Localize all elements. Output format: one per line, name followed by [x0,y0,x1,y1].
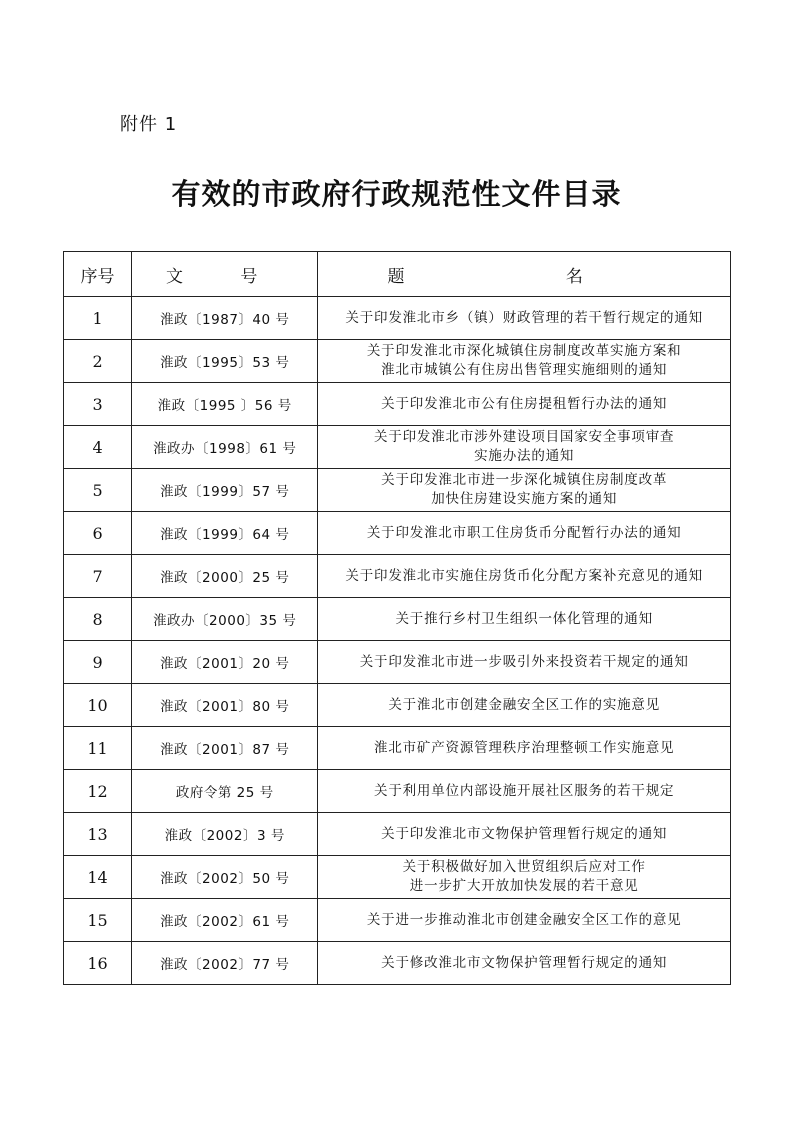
serial-number-cell: 16 [64,942,132,985]
title-line: 淮北市矿产资源管理秩序治理整顿工作实施意见 [374,739,675,756]
table-row [64,770,731,813]
serial-number-cell: 11 [64,727,132,770]
document-title-cell [318,340,731,383]
serial-number-cell: 3 [64,383,132,426]
document-number-cell: 淮政〔1995 〕56 号 [132,383,318,426]
table-row [64,340,731,383]
title-line: 进一步扩大开放加快发展的若干意见 [409,878,639,894]
table-row [64,727,731,770]
document-title-cell [318,469,731,512]
title-line: 关于积极做好加入世贸组织后应对工作 [402,859,646,875]
title-line: 关于印发淮北市实施住房货币化分配方案补充意见的通知 [345,567,703,584]
document-title-cell [318,770,731,813]
document-title-cell [318,598,731,641]
document-title-cell [318,297,731,340]
table-row [64,555,731,598]
document-number-cell: 淮政〔2002〕3 号 [132,813,318,856]
document-title-cell [318,899,731,942]
title-line: 关于淮北市创建金融安全区工作的实施意见 [388,696,661,713]
title-line: 关于印发淮北市涉外建设项目国家安全事项审查 [374,429,675,445]
serial-number-cell: 14 [64,856,132,899]
title-line: 关于印发淮北市公有住房提租暂行办法的通知 [381,395,668,412]
title-line: 加快住房建设实施方案的通知 [431,491,618,507]
document-number-cell: 淮政〔1995〕53 号 [132,340,318,383]
document-number-cell: 淮政〔2002〕77 号 [132,942,318,985]
document-number-cell: 淮政办〔1998〕61 号 [132,426,318,469]
serial-number-cell: 15 [64,899,132,942]
table-row [64,469,731,512]
header-document-title: 题 名 [318,252,731,297]
header-serial-number: 序号 [64,252,132,297]
document-title-cell [318,426,731,469]
document-title-cell [318,512,731,555]
document-title-cell [318,727,731,770]
title-line: 关于印发淮北市职工住房货币分配暂行办法的通知 [366,524,682,541]
serial-number-cell: 4 [64,426,132,469]
document-number-cell: 淮政〔2000〕25 号 [132,555,318,598]
title-line: 关于印发淮北市深化城镇住房制度改革实施方案和 [366,343,682,359]
serial-number-cell: 1 [64,297,132,340]
table-row [64,813,731,856]
table-row [64,641,731,684]
document-number-cell: 淮政〔2001〕80 号 [132,684,318,727]
attachment-label: 附件 1 [120,114,178,135]
table-row [64,426,731,469]
document-number-cell: 淮政〔1999〕64 号 [132,512,318,555]
table-body [64,297,731,985]
document-number-cell: 淮政〔2001〕87 号 [132,727,318,770]
table-row [64,512,731,555]
title-line: 关于修改淮北市文物保护管理暂行规定的通知 [381,954,668,971]
document-number-cell: 淮政办〔2000〕35 号 [132,598,318,641]
document-number-cell: 淮政〔2001〕20 号 [132,641,318,684]
table-row [64,598,731,641]
title-line: 实施办法的通知 [474,448,575,464]
table-header-row [64,252,731,297]
document-title-cell [318,813,731,856]
document-title: 有效的市政府行政规范性文件目录 [171,177,622,211]
document-number-cell: 淮政〔2002〕61 号 [132,899,318,942]
serial-number-cell: 13 [64,813,132,856]
table-row [64,297,731,340]
table-row [64,942,731,985]
document-title-cell [318,856,731,899]
title-line: 淮北市城镇公有住房出售管理实施细则的通知 [381,362,668,378]
serial-number-cell: 2 [64,340,132,383]
serial-number-cell: 12 [64,770,132,813]
title-line: 关于推行乡村卫生组织一体化管理的通知 [395,610,653,627]
serial-number-cell: 6 [64,512,132,555]
document-title-cell [318,383,731,426]
document-title-cell [318,684,731,727]
serial-number-cell: 9 [64,641,132,684]
title-line: 关于利用单位内部设施开展社区服务的若干规定 [374,782,675,799]
document-title-cell [318,942,731,985]
document-number-cell: 政府令第 25 号 [132,770,318,813]
document-number-cell: 淮政〔1999〕57 号 [132,469,318,512]
document-number-cell: 淮政〔2002〕50 号 [132,856,318,899]
document-title-cell [318,641,731,684]
serial-number-cell: 8 [64,598,132,641]
table-row [64,899,731,942]
serial-number-cell: 5 [64,469,132,512]
table-row [64,684,731,727]
title-line: 关于印发淮北市文物保护管理暂行规定的通知 [381,825,668,842]
title-line: 关于印发淮北市进一步吸引外来投资若干规定的通知 [359,653,689,670]
serial-number-cell: 10 [64,684,132,727]
document-title-cell [318,555,731,598]
header-document-number: 文 号 [132,252,318,297]
document-list-table [63,251,731,985]
document-number-cell: 淮政〔1987〕40 号 [132,297,318,340]
table-row [64,856,731,899]
title-line: 关于印发淮北市进一步深化城镇住房制度改革 [381,472,668,488]
table-row [64,383,731,426]
title-line: 关于进一步推动淮北市创建金融安全区工作的意见 [366,911,682,928]
title-line: 关于印发淮北市乡（镇）财政管理的若干暂行规定的通知 [345,309,703,326]
serial-number-cell: 7 [64,555,132,598]
